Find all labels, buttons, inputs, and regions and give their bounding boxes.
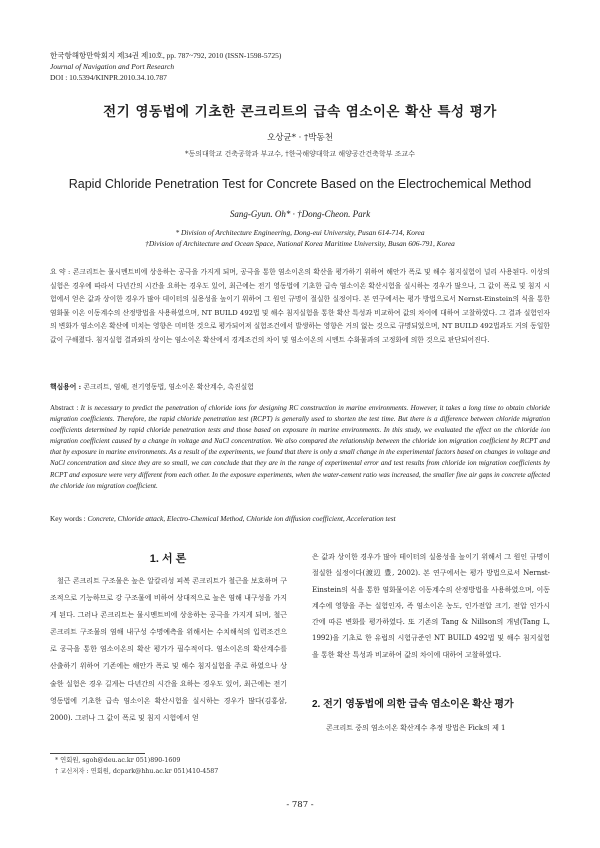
page-number: - 787 - <box>286 800 314 810</box>
abstract-english-label: Abstract : <box>50 404 79 412</box>
section-1-body: 철근 콘크리트 구조물은 높은 알칼리성 피복 콘크리트가 철근을 보호하며 구조적으로 기능하므로 강 구조물에 비하여 상대적으로 높은 염해 내구성을 가지게 된다. 그러나 콘크리트는 물시멘트비에 상응하는 공극을 가지게 되며, 철근콘크리트 구조물의 염해 내구성 수명예측을 위해서는 수치해석의 입력조건으로 공극을 통한 염소이온의 확산 평가가 필수적이다. 염소이온의 확산계수를 산출하기 위하여 기존에는 해안가 폭로 및 해수 침지실험을 주로 하였으나 상술한 실험은 경우 길게는 다년간의 시간을 요하는 경우도 있어, 최근에는 전기 영동법에 기초한 급속 염소이온 확산시험을 실시하는 경우가 많다(김홍삼, 2000). 그러나 그 값이 폭로 및 침지 시험에서 얻 <box>50 577 287 722</box>
footnote-2: † 교신저자 : 연회원, dcpark@hhu.ac.kr 051)410-4587 <box>55 768 219 775</box>
affiliations-korean: *동의대학교 건축공학과 부교수, †한국해양대학교 해양공간건축학부 조교수 <box>185 150 415 158</box>
journal-name-en: Journal of Navigation and Port Research <box>50 62 175 71</box>
section-2-body: 콘크리트 중의 염소이온 확산계수 추정 방법은 Fick의 제 1 <box>326 724 506 732</box>
section-2-heading: 2. 전기 영동법에 의한 급속 염소이온 확산 평가 <box>312 699 514 710</box>
footnote-1: * 연회원, sgoh@deu.ac.kr 051)890-1609 <box>55 757 181 764</box>
keywords-korean-label: 핵심용어 : <box>50 383 82 391</box>
affiliation-2: †Division of Architecture and Ocean Space, National Korea Maritime University, Busan 606-791, Korea <box>145 239 455 248</box>
keywords-korean <box>50 381 254 391</box>
title-english: Rapid Chloride Penetration Test for Concrete Based on the Electrochemical Method <box>68 177 532 191</box>
right-column-body: 은 값과 상이한 경우가 많아 테이터의 실용성을 높이기 위해서 그 원인 규명이 절실한 실정이다(渡辺 豊, 2002). 본 연구에서는 평가 방법으로서 Nernst-Einstein의 식을 통한 염화물이온 이동계수의 산정방법을 사용하였으며, 이동계수에 영향을 주는 실험인자, 즉 염소이온 농도, 인가전압 크기, 전압 인가시간에 따른 변화를 평가하였다. 또 기존의 Tang & Nillson의 개념(Tang L, 1992)을 기초로 한 유럽의 시험규준인 NT BUILD 492법 및 해수 침지실험을 통한 확산 특성과 비교하여 값의 차이에 대하여 고찰하였다. <box>312 553 550 659</box>
journal-citation-ko: 한국항해항만학회지 제34권 제10호, pp. 787~792, 2010 (ISSN-1598-5725) <box>50 51 282 60</box>
abstract-english-text: It is necessary to predict the penetration of chloride ions for designing RC construction in marine environments. However, it takes a long time to obtain chloride migration coefficients. Therefore, the rapid chloride penetration test (RCPT) is generally used to shorten the test time. But there is a difference between chloride migration coefficients determined by rapid chloride penetration tests and those based on exposure in marine environments. In this study, we evaluated the effect on the chloride ion migration coefficient caused by a change in voltage and NaCl concentration. We also compared the relationship between the chloride ion migration coefficient by RCPT and that by exposure in marine environments. As a result of the experiments, we found that there is only a small change in the experimental factors based on changes in voltage and NaCl concentration and since they are so small, we can conclude that they are in the range of experimental error and test results from chloride ion migration coefficients by RCPT and exposure were very different from each other. In the exposure experiments, when the water-cement ratio was increased, the smaller fine air gaps in concrete affected the chloride ion migration coefficient. <box>50 404 550 490</box>
keywords-english <box>50 514 396 523</box>
footnote-divider <box>50 753 145 754</box>
keywords-korean-values: 콘크리트, 염해, 전기영동법, 염소이온 확산계수, 촉진실험 <box>83 383 254 391</box>
authors-korean: 오상균* · †박동천 <box>267 133 333 143</box>
footnotes <box>55 755 218 777</box>
title-korean: 전기 영동법에 기초한 콘크리트의 급속 염소이온 확산 특성 평가 <box>103 104 497 120</box>
journal-header <box>50 50 281 83</box>
affiliation-1: * Division of Architecture Engineering, Dong-eui University, Pusan 614-714, Korea <box>175 228 425 237</box>
keywords-english-label: Key words : <box>50 514 86 523</box>
authors-english: Sang-Gyun. Oh* · †Dong-Cheon. Park <box>229 209 371 219</box>
keywords-english-values: Concrete, Chloride attack, Electro-Chemical Method, Chloride ion diffusion coefficient, Acceleration test <box>87 514 396 523</box>
doi: DOI : 10.5394/KINPR.2010.34.10.787 <box>50 73 167 82</box>
abstract-english <box>50 403 550 492</box>
section-1-heading: 1. 서 론 <box>149 553 187 565</box>
abstract-korean: 요 약 : 콘크리트는 물시멘트비에 상응하는 공극을 가지게 되며, 공극을 통한 염소이온의 확산을 평가하기 위하여 해안가 폭로 및 해수 침지실험이 널리 사용된다. 이상의 실험은 경우에 따라서 다년간의 시간을 요하는 경우도 있어, 최근에는 전기 영동법에 기초한 급속 염소이온 확산시험을 실시하는 경우가 많으나, 그 값이 폭로 및 침지 시험에서 얻은 값과 상이한 경우가 많아 데이터의 실용성을 높이기 위하여 그 원인 규명이 절실한 실정이다. 본 연구에서는 평가 방법으로서 Nernst-Einstein의 식을 통한 염화물 이온 이동계수의 산정방법을 사용하였으며, NT BUILD 492법 및 해수 침지실험을 통한 확산 특성과 비교하여 값의 차이에 대하여 고찰하였다. 그 결과 실험인자의 변화가 염소이온 확산에 미치는 영향은 미비한 것으로 평가되어져 실험조건에서 발생하는 영향은 거의 없는 것으로 규명되었으며, NT BUILD 492법과도 거의 동일한 값이 구해졌다. 침지실험 결과와의 상이는 염소이온 확산에서 경계조건의 차이 및 염소이온의 시멘트 수화물과의 고정화에 의한 것으로 판단되어진다. <box>50 268 550 344</box>
affiliations-english <box>0 227 600 249</box>
